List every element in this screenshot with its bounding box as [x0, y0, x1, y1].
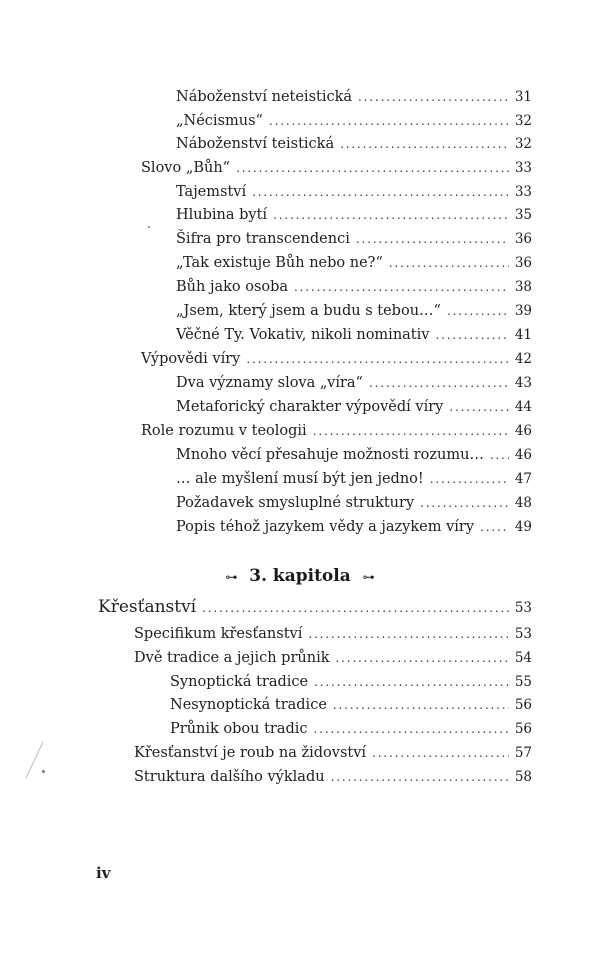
- toc-entry-title: Popis téhož jazykem vědy a jazykem víry: [176, 519, 475, 535]
- toc-leader: [435, 326, 508, 344]
- toc-entry-title: Věčné Ty. Vokativ, nikoli nominativ: [176, 327, 430, 343]
- toc-entry-title: Náboženství teistická: [176, 136, 335, 152]
- toc-entry-title: Hlubina bytí: [176, 207, 268, 223]
- toc-leader: [449, 398, 508, 416]
- toc-leader: [336, 649, 509, 667]
- toc-entry[interactable]: [176, 494, 532, 512]
- toc-entry-page: 57: [514, 745, 532, 761]
- toc-entry-page: 39: [514, 303, 532, 319]
- toc-entry-page: 31: [514, 89, 532, 105]
- toc-entry[interactable]: [176, 302, 532, 320]
- toc-entry-title: Požadavek smysluplné struktury: [176, 495, 415, 511]
- toc-entry-title: Dvě tradice a jejich průnik: [134, 650, 330, 666]
- toc-entry-title: Náboženství neteistická: [176, 89, 353, 105]
- toc-entry-page: 53: [514, 600, 532, 616]
- toc-leader: [333, 696, 509, 714]
- toc-leader: [490, 446, 509, 464]
- toc-leader: [313, 422, 509, 440]
- toc-entry-title: Synoptická tradice: [170, 674, 309, 690]
- toc-entry-page: 54: [514, 650, 532, 666]
- toc-leader: [294, 278, 509, 296]
- toc-entry[interactable]: [176, 88, 532, 106]
- toc-leader: [252, 183, 509, 201]
- toc-entry-title: Nesynoptická tradice: [170, 697, 327, 713]
- toc-entry[interactable]: [176, 135, 532, 153]
- toc-leader: [389, 254, 509, 272]
- toc-entry-title: Role rozumu v teologii: [141, 423, 307, 439]
- toc-entry[interactable]: [176, 112, 532, 130]
- toc-leader: [246, 350, 508, 368]
- toc-leader: [236, 159, 509, 177]
- toc-entry[interactable]: [176, 446, 532, 464]
- toc-entry-page: 43: [514, 375, 532, 391]
- toc-entry-title: Slovo „Bůh“: [141, 160, 231, 176]
- scan-speck: [42, 770, 45, 773]
- page-number: iv: [96, 864, 111, 882]
- toc-entry[interactable]: [176, 518, 532, 536]
- toc-entry[interactable]: [176, 206, 532, 224]
- toc-leader: [314, 720, 509, 738]
- toc-entry-title: Metaforický charakter výpovědí víry: [176, 399, 444, 415]
- toc-entry[interactable]: [170, 720, 532, 738]
- toc-entry[interactable]: [170, 696, 532, 714]
- toc-entry-page: 53: [514, 626, 532, 642]
- toc-entry-page: 35: [514, 207, 532, 223]
- toc-entry-page: 55: [514, 674, 532, 690]
- toc-leader: [358, 88, 509, 106]
- toc-entry[interactable]: [134, 768, 532, 786]
- toc-leader: [430, 470, 509, 488]
- toc-leader: [314, 673, 509, 691]
- toc-entry-title: Bůh jako osoba: [176, 279, 289, 295]
- toc-entry[interactable]: [176, 374, 532, 392]
- toc-leader: [308, 625, 508, 643]
- toc-entry-page: 38: [514, 279, 532, 295]
- toc-leader: [331, 768, 509, 786]
- toc-entry-page: 36: [514, 231, 532, 247]
- toc-entry[interactable]: [176, 470, 532, 488]
- toc-entry[interactable]: [176, 183, 532, 201]
- toc-entry-page: 36: [514, 255, 532, 271]
- toc-leader: [369, 374, 509, 392]
- toc-entry-title: Výpovědi víry: [141, 351, 241, 367]
- toc-entry-title: Křesťanství: [98, 597, 197, 617]
- toc-leader: [202, 599, 509, 617]
- toc-leader: [273, 206, 509, 224]
- toc-entry[interactable]: [98, 598, 532, 617]
- toc-entry[interactable]: [176, 230, 532, 248]
- toc-leader: [480, 518, 509, 536]
- toc-entry[interactable]: [141, 350, 532, 368]
- toc-entry[interactable]: [141, 422, 532, 440]
- toc-entry[interactable]: [134, 744, 532, 762]
- toc-entry[interactable]: [176, 278, 532, 296]
- toc-entry-page: 49: [514, 519, 532, 535]
- toc-entry[interactable]: [176, 398, 532, 416]
- toc-leader: [340, 135, 509, 153]
- toc-entry-page: 46: [514, 423, 532, 439]
- toc-entry-title: „Jsem, který jsem a budu s tebou…“: [176, 303, 441, 319]
- toc-entry-page: 32: [514, 113, 532, 129]
- toc-entry[interactable]: [141, 159, 532, 177]
- scan-mark: [26, 742, 44, 779]
- toc-leader: [447, 302, 509, 320]
- toc-leader: [269, 112, 509, 130]
- toc-entry-title: „Tak existuje Bůh nebo ne?“: [176, 255, 383, 271]
- toc-entry[interactable]: [176, 254, 532, 272]
- toc-entry-page: 32: [514, 136, 532, 152]
- toc-entry-title: Tajemství: [176, 184, 247, 200]
- toc-entry-page: 47: [514, 471, 532, 487]
- toc-entry-page: 56: [514, 721, 532, 737]
- toc-entry-title: „Nécismus“: [176, 113, 263, 129]
- toc-leader: [356, 230, 509, 248]
- ornament-right-icon: ⊶: [362, 569, 375, 584]
- toc-entry-page: 46: [514, 447, 532, 463]
- toc-entry-title: Specifikum křesťanství: [134, 626, 303, 642]
- toc-entry-title: Struktura dalšího výkladu: [134, 769, 325, 785]
- toc-entry-title: Křesťanství je roub na židovství: [134, 745, 367, 761]
- toc-entry-page: 33: [514, 184, 532, 200]
- toc-entry-page: 58: [514, 769, 532, 785]
- chapter-heading: [0, 566, 600, 586]
- toc-entry-title: … ale myšlení musí být jen jedno!: [176, 471, 424, 487]
- toc-leader: [420, 494, 509, 512]
- toc-entry-page: 33: [514, 160, 532, 176]
- toc-entry[interactable]: [176, 326, 532, 344]
- toc-entry-page: 48: [514, 495, 532, 511]
- toc-entry[interactable]: [134, 625, 532, 643]
- ornament-left-icon: ⊶: [225, 569, 238, 584]
- toc-entry-page: 42: [514, 351, 532, 367]
- toc-entry[interactable]: [134, 649, 532, 667]
- toc-entry-title: Průnik obou tradic: [170, 721, 308, 737]
- toc-entry-page: 41: [514, 327, 532, 343]
- toc-leader: [372, 744, 509, 762]
- toc-entry-page: 44: [514, 399, 532, 415]
- toc-entry[interactable]: [170, 673, 532, 691]
- toc-entry-page: 56: [514, 697, 532, 713]
- toc-entry-title: Šifra pro transcendenci: [176, 231, 350, 247]
- toc-entry-title: Mnoho věcí přesahuje možnosti rozumu…: [176, 447, 484, 463]
- chapter-heading-label: 3. kapitola: [249, 566, 351, 586]
- scan-speck: [148, 226, 150, 228]
- toc-entry-title: Dva významy slova „víra“: [176, 375, 363, 391]
